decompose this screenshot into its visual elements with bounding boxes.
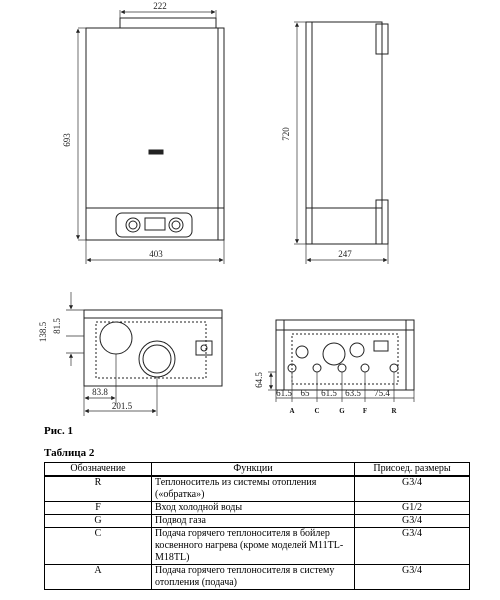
conn-label-r: R [391, 407, 397, 415]
row-code: A [45, 565, 152, 590]
row-function: Подача горячего теплоносителя в бойлер косвенного нагрева (кроме моделей M11TL-M18TL) [152, 528, 355, 565]
front-view [86, 18, 224, 240]
figure-caption: Рис. 1 [44, 425, 73, 437]
bottom-view [84, 310, 222, 386]
front-width-bottom: 403 [149, 249, 163, 259]
conn-label-f: F [362, 407, 368, 415]
conn-spacing-5: 75.4 [374, 388, 390, 398]
row-function: Подача горячего теплоносителя в систему отопления (подача) [152, 565, 355, 590]
header-size: Присоед. размеры [355, 463, 470, 477]
connections-view [276, 320, 414, 390]
conn-spacing-4: 63.5 [345, 388, 361, 398]
conn-spacing-3: 61.5 [321, 388, 337, 398]
bottom-dim-83-8: 83.8 [92, 387, 108, 397]
row-code: R [45, 476, 152, 502]
conn-label-c: C [314, 407, 320, 415]
row-size: G3/4 [355, 565, 470, 590]
table-row [45, 476, 470, 502]
row-function: Вход холодной воды [152, 502, 355, 515]
side-dimensions [294, 22, 388, 264]
side-height: 720 [281, 127, 291, 141]
table-row [45, 528, 470, 565]
row-size: G3/4 [355, 476, 470, 502]
row-function: Теплоноситель из системы отопления («обратка») [152, 476, 355, 502]
row-function: Подвод газа [152, 515, 355, 528]
bottom-dim-138-5: 138.5 [38, 321, 48, 343]
table-row [45, 502, 470, 515]
front-height: 693 [62, 133, 72, 147]
row-size: G3/4 [355, 528, 470, 565]
row-code: C [45, 528, 152, 565]
header-function: Функции [152, 463, 355, 477]
side-depth: 247 [338, 249, 352, 259]
row-size: G1/2 [355, 502, 470, 515]
front-width-top: 222 [153, 1, 167, 11]
row-size: G3/4 [355, 515, 470, 528]
bottom-dim-81-5: 81.5 [52, 318, 62, 334]
table-row [45, 565, 470, 590]
conn-dim-64-5: 64.5 [254, 372, 264, 388]
table-title: Таблица 2 [44, 447, 95, 459]
table-header-row [45, 463, 470, 477]
bottom-dimensions [66, 292, 157, 416]
header-code: Обозначение [45, 463, 152, 477]
conn-spacing-1: 61.5 [276, 388, 292, 398]
conn-label-a: A [289, 407, 295, 415]
bottom-dim-201-5: 201.5 [111, 401, 133, 411]
front-dimensions [78, 10, 224, 264]
connections-table [44, 462, 470, 590]
conn-label-g: G [339, 407, 345, 415]
table-row [45, 515, 470, 528]
side-view [306, 22, 388, 244]
row-code: G [45, 515, 152, 528]
row-code: F [45, 502, 152, 515]
conn-spacing-2: 65 [300, 388, 310, 398]
